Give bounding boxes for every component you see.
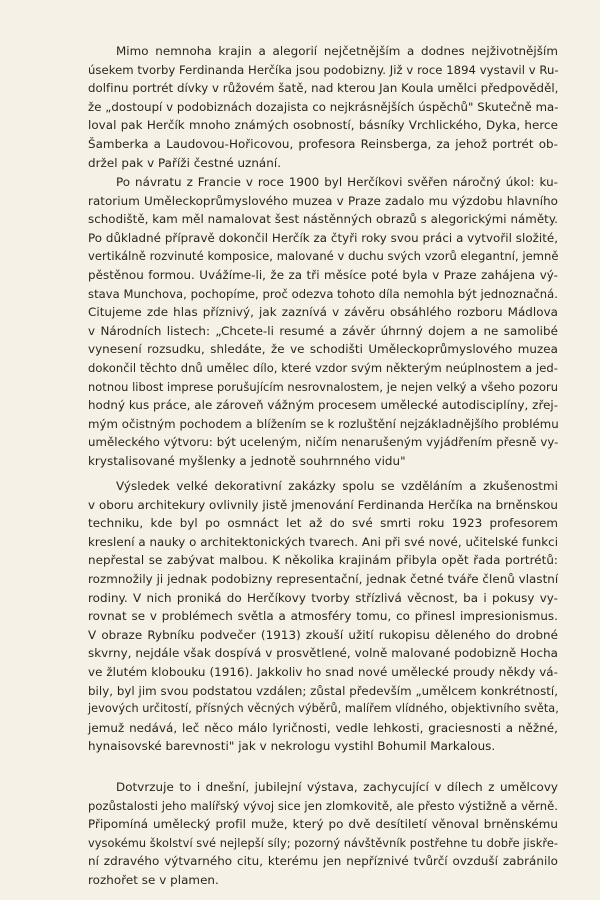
text-line: že „dostoupí v podobiznách dozajista co nejkrásnějších úspěchů" Skutečně ma- xyxy=(88,99,559,114)
text-line: schodiště, kam měl namalovat šest nástěnných obrazů s alegorickými náměty. xyxy=(88,212,558,227)
paragraph-portraits xyxy=(88,42,558,172)
text-line: v oboru architekury ovlivnily jistě jmenování Ferdinanda Herčíka na brněnskou xyxy=(88,497,558,512)
text-line: Výsledek velké dekorativní zakázky spolu se vzděláním a zkušenostmi xyxy=(116,479,558,493)
text-line: jevových určitostí, přísných věcných výběrů, malířem vlídného, objektivního světa, xyxy=(88,702,559,716)
text-line: Šamberka a Laudovou-Hořicovou, profesora Reinsberga, za jehož portrét ob- xyxy=(88,136,558,151)
text-line: rovnat se v problémech světla a atmosféry tomu, co přinesl impresionismus. xyxy=(88,609,558,624)
text-line: V obraze Rybníku podvečer (1913) zkouší užití rukopisu děleného do drobné xyxy=(88,627,558,642)
text-line: hodný kus práce, ale zároveň vážným procesem umělecké autodisciplíny, zřej- xyxy=(88,398,559,413)
text-line: rodiny. V nich proniká do Herčíkovy tvorby střízlivá věcnost, ba i pokusy vy- xyxy=(88,590,558,605)
text-line: dolfinu portrét dívky v růžovém šatě, nad kterou Jan Koula umělci předpověděl, xyxy=(88,81,559,96)
paragraph-technical-university xyxy=(88,477,558,756)
text-line: loval pak Herčík mnoho známých osobností, básníky Vrchlického, Dyka, herce xyxy=(88,118,558,133)
text-line: Citujeme zde hlas příznivý, jak zaznívá v závěru obsáhlého rozboru Mádlova xyxy=(88,305,558,320)
text-line: rozhořet se v plamen. xyxy=(88,872,219,887)
text-line: vynesení rozsudku, shledáte, že ve schodišti Uměleckoprůmyslového muzea xyxy=(88,342,558,357)
text-line: rozmnožily ji jednak podobizny representační, jednak četné tváře členů vlastní xyxy=(88,571,559,586)
text-line: v Národních listech: „Chcete-li resumé a závěr úhrnný dojem a ne samolibé xyxy=(88,323,558,338)
text-line: jemuž nedává, leč něco málo lyričnosti, vedle lehkosti, graciesnosti a něžné, xyxy=(88,720,558,735)
text-line: Dotvrzuje to i dnešní, jubilejní výstava, zachycující v dílech z umělcovy xyxy=(116,780,558,794)
text-line: notnou libost imprese porušujícím nesrovnalostem, je nejen velký a všeho pozoru xyxy=(88,379,559,394)
text-line: Mimo nemnoha krajin a alegorií nejčetnějším a dodnes nejživotnějším xyxy=(116,44,558,58)
paragraph-jubilee-exhibition xyxy=(88,778,558,890)
text-line: bily, byl jim svou podstatou vzdálen; zůstal především „umělcem konkrétností, xyxy=(88,683,559,698)
text-line: hynaisovské barevnosti" jak v nekrologu vystihl Bohumil Markalous. xyxy=(88,739,496,754)
text-line: ní zdravého výtvarného citu, kterému jen nepříznivé tvůrčí ovzduší zabránilo xyxy=(88,854,558,869)
text-line: úsekem tvorby Ferdinanda Herčíka jsou podobizny. Již v roce 1894 vystavil v Ru- xyxy=(88,62,559,77)
text-line: skvrny, nejdále však dospívá v prosvětlené, volně malované podobizně Hocha xyxy=(88,646,558,661)
text-line: držel pak v Paříži čestné uznání. xyxy=(88,155,282,170)
text-line: Po návratu z Francie v roce 1900 byl Herčíkovi svěřen náročný úkol: ku- xyxy=(116,175,558,189)
text-line: pozůstalosti jeho malířský vývoj sice jen zlomkovitě, ale přesto výstižně a věrně. xyxy=(88,798,559,813)
text-line: vysokému školství své nejlepší síly; pozorný návštěvník postřehne tu dobře jiskře- xyxy=(88,835,559,850)
text-line: vertikálně rozvinuté komposice, malované v duchu svých vzorů elegantní, jemně xyxy=(88,249,559,264)
text-line: nepřestal se zabývat malbou. K několika krajinám přibyla opět řada portrétů: xyxy=(88,553,558,568)
text-line: krystalisované myšlenky a jednotě souhrnného vidu" xyxy=(88,453,406,468)
text-line: kreslení a nauky o architektonických tvarech. Ani při své nové, učitelské funkci xyxy=(88,534,559,549)
text-line: ratorium Uměleckoprůmyslového muzea v Praze zadalo mu výzdobu hlavního xyxy=(88,193,558,208)
text-line: uměleckého výtvoru: být uceleným, ničím nenarušeným vyjádřením přesně vy- xyxy=(88,435,559,450)
paragraph-museum-commission xyxy=(88,173,558,471)
text-line: pěstěnou formou. Uvážíme-li, že za tři měsíce poté byla v Praze zahájena vý- xyxy=(88,267,558,282)
text-line: Připomíná umělecký profil muže, který po dvě desítiletí věnoval brněnskému xyxy=(88,817,558,832)
text-line: mým očistným pochodem a blížením se k rozluštění nejzákladnějšího problému xyxy=(88,416,559,431)
text-line: techniku, kde byl po osmnáct let až do své smrti roku 1923 profesorem xyxy=(88,516,558,531)
text-line: ve žlutém klobouku (1916). Jakkoliv ho snad nové umělecké proudy někdy vá- xyxy=(88,664,558,679)
text-line: stava Munchova, pochopíme, proč odezva tohoto díla nemohla být jednoznačná. xyxy=(88,286,558,301)
text-line: Po důkladné přípravě dokončil Herčík za čtyři roky svou práci a vytvořil složité, xyxy=(88,230,559,245)
text-line: dokončil těchto dnů umělec dílo, které vzdor svým některým neúplnostem a jed- xyxy=(88,360,558,375)
